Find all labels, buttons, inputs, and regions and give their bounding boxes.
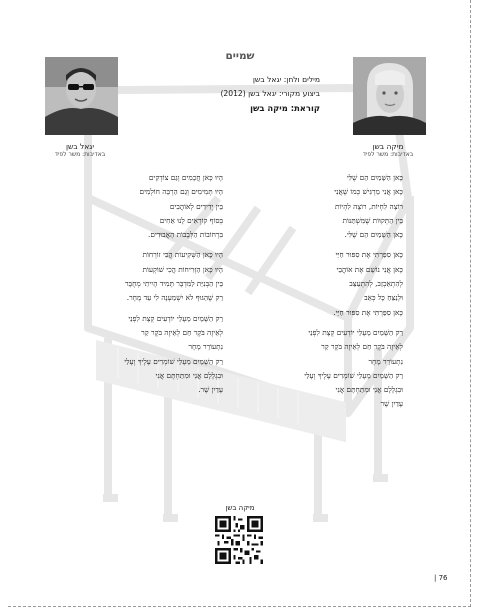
poem-line: לְהִתְאַכְזֵב, לְהִתְעַצֵּב	[349, 279, 403, 289]
poem-line: בִּרְחוֹבוֹת הַלְּבָבוֹת הָאֲבוּדִים.	[148, 230, 223, 240]
photo-mika-bashan	[353, 57, 426, 135]
poem-line: הָיוּ תְּמִימִים וְגַם הַרְבֵּה חוֹלְמִים	[139, 187, 223, 197]
credit-words-music: מילים ולחן: יגאל בשן	[252, 75, 320, 84]
song-title: שמיים	[225, 50, 255, 62]
poem-line: רַק שֶׁהַגּוּף לֹא יִשְׁמַעְנָה לִי עַד מָחָר.	[126, 293, 223, 303]
poem-line: נִתְעוֹרֵר מָחָר	[368, 356, 403, 366]
poem-line: כָּאן סִפַּרְתִּי אֶת סִפּוּר חַיַּי.	[333, 307, 403, 317]
poem-line: הָיוּ כָּאן חֲכָמִים וְגַם צוֹדְקִים	[148, 173, 223, 182]
song-credits	[140, 73, 320, 115]
poem-line: כָּאן אֲנִי נוֹשֵׁם אֶת אוֹהֲבַי	[336, 264, 403, 274]
poem-line: בֵּין הַבְּנִיַּת לַמִּדְבָּר תָּמִיד הָיִיתִי מְחֻבָּר	[124, 279, 223, 289]
caption-right	[338, 142, 438, 158]
poem-line: עָדַיִן שָׁר.	[198, 385, 223, 395]
stanza	[253, 248, 403, 319]
caption-left	[30, 142, 130, 158]
poem-left-column	[93, 171, 223, 403]
poem-line: כָּאן הַשָּׁמַיִם הֵם שֶׁלִּי.	[344, 230, 403, 240]
poem-line: לְאֵיזֶה בֹּקֶר חַם לְאֵיזֶה בֹּקֶר קַר	[321, 342, 403, 352]
poem-line: רַק הַשָּׁמַיִם מֵעָלַי שׁוֹמְרִים עָלֶיךָ וְעָלַי	[304, 370, 403, 380]
poem-line: רוֹצָה לִחְיוֹת, רוֹצָה לִהְיוֹת	[334, 201, 403, 211]
poem-line: רַק הַשָּׁמַיִם מֵעָלַי יוֹדְעִים קְצָת לִפְנַי	[308, 327, 403, 337]
qr-label: מיקה בשן	[225, 504, 255, 512]
poem-line: הָיוּ כָּאן הַזְּרִיחוֹת הֲכִי שׁוֹקְעוֹת	[142, 264, 223, 274]
poem-line: בֵּין הַתְּקוּוֹת שֶׁמִּשְׁתַּנּוֹת	[342, 215, 403, 225]
stanza	[93, 248, 223, 305]
photo-yigal-bashan	[45, 57, 118, 135]
poem-line: לְאֵיזֶה בֹּקֶר חַם לְאֵיזֶה בֹּקֶר קַר	[141, 327, 223, 337]
poem-line: כָּאן הַשָּׁמַיִם הֵם שֶׁלִּי	[346, 173, 403, 182]
poem-line: כָּאן סִפַּרְתִּי אֶת סִפּוּר חַיַּי	[335, 250, 403, 260]
poem-right-column	[253, 171, 403, 418]
caption-left-credit: באדיבות: משר לפיד	[54, 151, 106, 158]
poem-line: בֵּין יְדִידִים לְאוֹהֲבִים	[169, 201, 223, 211]
stanza	[93, 171, 223, 242]
caption-left-name: יגאל בשן	[65, 142, 95, 151]
qr-code[interactable]	[215, 516, 263, 564]
poem-line: כָּאן אֲנִי מַרְגִּישׁ כְּמוֹ שֶׁאֲנִי	[334, 187, 403, 197]
poem-line: וּבִגְלָלָם אֲנִי וּמִתַּחְתָּם אֲנִי	[335, 385, 403, 395]
stanza	[93, 312, 223, 398]
stanza	[253, 326, 403, 412]
poem-line: רַק הַשָּׁמַיִם מֵעָלַי יוֹדְעִים קְצָת לִפְנַי	[128, 313, 223, 323]
poem-line: נִתְעוֹרֵר מָחָר	[188, 342, 223, 352]
poem-line: עָדַיִן שָׁר	[380, 399, 403, 409]
credit-performance: ביצוע מקורי: יגאל בשן (2012)	[220, 89, 320, 98]
poem-line: הָיוּ כָּאן הַשְּׁקִיעוֹת הֲכִי זוֹרְחוֹת	[142, 250, 223, 260]
poem-line: וּלְנַצֵּחַ כָּל כְּאֵב	[364, 293, 403, 303]
poem-line: וּבִגְלָלָם אֲנִי וּמִתַּחְתָּם אֲנִי	[155, 370, 223, 380]
caption-right-name: מיקה בשן	[372, 142, 404, 151]
stanza	[253, 171, 403, 242]
poem-line: רַק הַשָּׁמַיִם מֵעָלַי שׁוֹמְרִים עָלֶיךָ וְעָלַי	[124, 356, 223, 366]
caption-right-credit: באדיבות: משר לפיד	[362, 151, 414, 158]
credit-reader: קוראת: מיקה בשן	[250, 103, 320, 113]
page-number: | 76	[434, 574, 448, 582]
poem-line: בְּסוֹף קוֹרְאִים לָנוּ אַחִים	[159, 215, 223, 225]
